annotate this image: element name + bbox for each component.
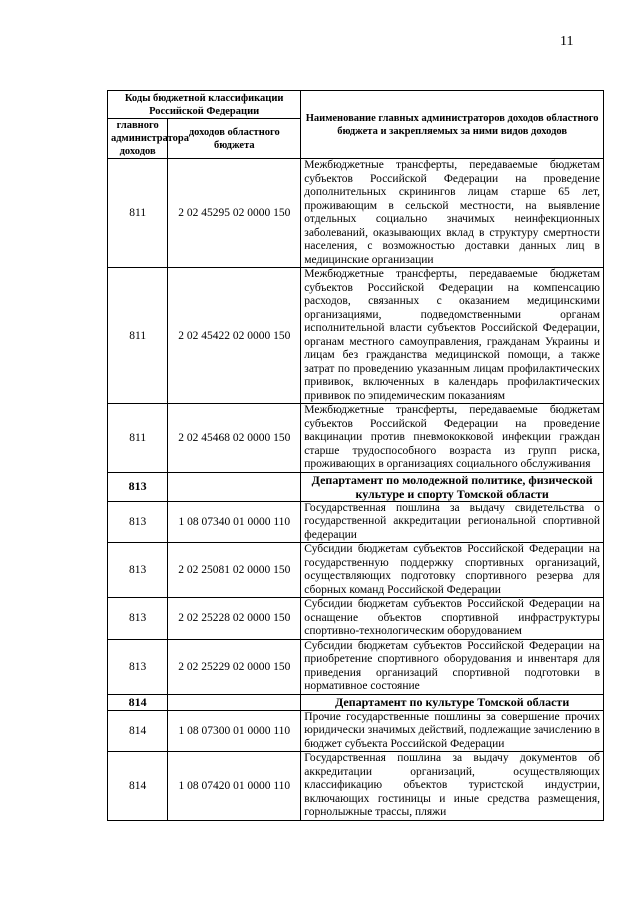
income-code-cell: 2 02 25081 02 0000 150 bbox=[168, 543, 301, 598]
table-row bbox=[108, 639, 604, 694]
admin-code-cell: 811 bbox=[108, 159, 168, 268]
income-code-cell: 2 02 45468 02 0000 150 bbox=[168, 404, 301, 473]
page-number: 11 bbox=[560, 34, 574, 49]
description-cell: Департамент по молодежной политике, физической культуре и спорту Томской области bbox=[301, 472, 604, 501]
admin-code-cell: 813 bbox=[108, 501, 168, 543]
description-cell: Прочие государственные пошлины за совершение прочих юридически значимых действий, подлежащие зачислению в бюджет субъекта Российской Федерации bbox=[301, 710, 604, 752]
table-row bbox=[108, 159, 604, 268]
admin-code-cell: 814 bbox=[108, 752, 168, 821]
income-code-cell: 2 02 25228 02 0000 150 bbox=[168, 598, 301, 640]
admin-code-cell: 814 bbox=[108, 694, 168, 710]
admin-code-cell: 814 bbox=[108, 710, 168, 752]
name-column-header: Наименование главных администраторов доходов областного бюджета и закрепляемых за ними видов доходов bbox=[301, 91, 604, 159]
table-body bbox=[108, 159, 604, 821]
description-cell: Межбюджетные трансферты, передаваемые бюджетам субъектов Российской Федерации на проведение дополнительных скринингов лицам старше 65 лет, проживающим в сельской местности, на выявление отдельных социально значимых неинфекционных заболеваний, оказывающих вклад в структуру смертности населения, с возможностью доставки данных лиц в медицинские организации bbox=[301, 159, 604, 268]
budget-classification-table bbox=[107, 90, 604, 821]
table-row bbox=[108, 268, 604, 404]
admin-code-cell: 813 bbox=[108, 472, 168, 501]
description-cell: Межбюджетные трансферты, передаваемые бюджетам субъектов Российской Федерации на компенсацию расходов, связанных с оказанием медицинскими организациями, подведомственными органам исполнительной власти субъектов Российской Федерации, органам местного самоуправления, гражданам Украины и лицам без гражданства медицинской помощи, а также затрат по проведению указанным лицам профилактических прививок, включенных в календарь профилактических прививок по эпидемическим показаниям bbox=[301, 268, 604, 404]
section-row bbox=[108, 694, 604, 710]
admin-code-cell: 811 bbox=[108, 268, 168, 404]
income-code-cell: 2 02 45422 02 0000 150 bbox=[168, 268, 301, 404]
header-row-top bbox=[108, 91, 604, 119]
admin-code-cell: 813 bbox=[108, 598, 168, 640]
admin-code-cell: 811 bbox=[108, 404, 168, 473]
description-cell: Государственная пошлина за выдачу документов об аккредитации организаций, осуществляющих классификацию объектов туристской индустрии, включающих гостиницы и иные средства размещения, горнолыжные трассы, пляжи bbox=[301, 752, 604, 821]
table-row bbox=[108, 598, 604, 640]
income-code-cell: 2 02 45295 02 0000 150 bbox=[168, 159, 301, 268]
description-cell: Межбюджетные трансферты, передаваемые бюджетам субъектов Российской Федерации на проведение вакцинации против пневмококковой инфекции граждан старше трудоспособного возраста из групп риска, проживающих в организациях социального обслуживания bbox=[301, 404, 604, 473]
admin-code-cell: 813 bbox=[108, 543, 168, 598]
section-row bbox=[108, 472, 604, 501]
description-cell: Государственная пошлина за выдачу свидетельства о государственной аккредитации региональной спортивной федерации bbox=[301, 501, 604, 543]
table-row bbox=[108, 710, 604, 752]
admin-code-cell: 813 bbox=[108, 639, 168, 694]
table-row bbox=[108, 404, 604, 473]
admin-column-header: главного администратора доходов bbox=[108, 119, 168, 159]
income-code-cell: 2 02 25229 02 0000 150 bbox=[168, 639, 301, 694]
table-row bbox=[108, 752, 604, 821]
income-code-cell bbox=[168, 472, 301, 501]
description-cell: Субсидии бюджетам субъектов Российской Федерации на приобретение спортивного оборудования и инвентаря для приведения организаций спортивной подготовки в нормативное состояние bbox=[301, 639, 604, 694]
income-code-cell: 1 08 07420 01 0000 110 bbox=[168, 752, 301, 821]
income-code-cell: 1 08 07340 01 0000 110 bbox=[168, 501, 301, 543]
table-row bbox=[108, 501, 604, 543]
income-code-cell bbox=[168, 694, 301, 710]
description-cell: Департамент по культуре Томской области bbox=[301, 694, 604, 710]
income-code-cell: 1 08 07300 01 0000 110 bbox=[168, 710, 301, 752]
description-cell: Субсидии бюджетам субъектов Российской Федерации на государственную поддержку спортивных организаций, осуществляющих подготовку спортивного резерва для сборных команд Российской Федерации bbox=[301, 543, 604, 598]
codes-group-header: Коды бюджетной классификации Российской Федерации bbox=[108, 91, 301, 119]
table-row bbox=[108, 543, 604, 598]
income-column-header: доходов областного бюджета bbox=[168, 119, 301, 159]
description-cell: Субсидии бюджетам субъектов Российской Федерации на оснащение объектов спортивной инфраструктуры спортивно-технологическим оборудованием bbox=[301, 598, 604, 640]
